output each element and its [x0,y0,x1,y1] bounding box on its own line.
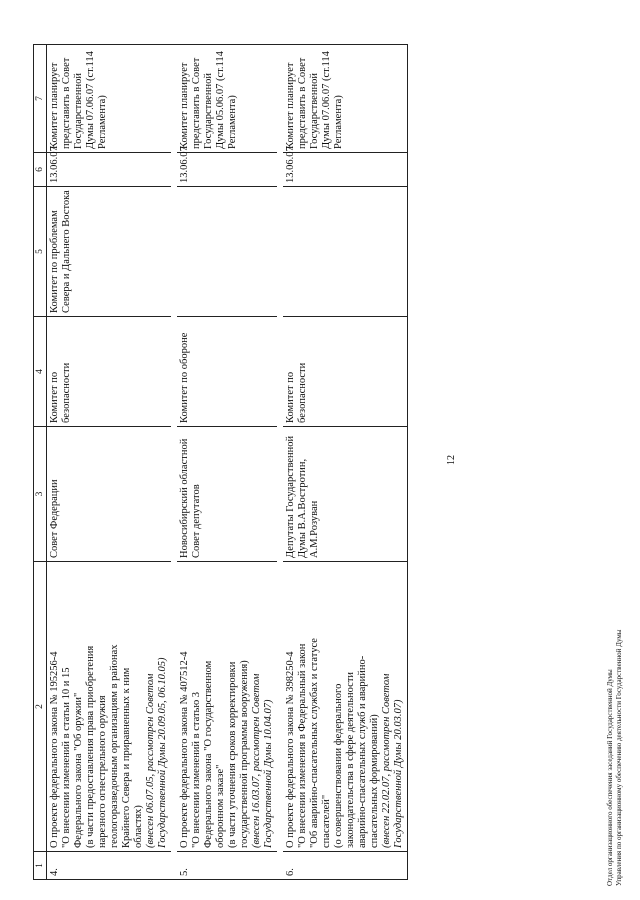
table-row [47,45,172,880]
column-header: 1 [34,852,47,880]
initiator: Совет Федерации [47,427,172,562]
initiator: Новосибирский областной Совет депутатов [177,427,277,562]
bill-line: "О внесении изменения в Федеральный закон [297,643,308,848]
plan-note: Комитет планирует представить в Совет Государственной Думы 07.06.07 (ст.114 Регламента) [47,45,172,153]
row-number: 5. [177,852,277,880]
bill-line: "О внесении изменений в статьи 10 и 15 [61,667,72,848]
bill-line: оборонном заказе" [215,764,226,848]
column-header: 6 [34,153,47,187]
bill-description [47,562,172,852]
bill-note: (внесен 16.03.07, рассмотрен Советом [251,673,262,848]
bill-line: О проекте федерального закона № 407512-4 [179,651,190,848]
initiator: Депутаты Государственной Думы В.А.Востротин, А.М.Розуван [283,427,408,562]
table-row [283,45,408,880]
bill-description [283,562,408,852]
column-header: 5 [34,187,47,317]
bill-note: (внесен 06.07.05, рассмотрен Советом [145,673,156,848]
bill-line: областях) [133,805,144,848]
responsible-committee: Комитет по безопасности [283,317,408,427]
row-number: 6. [283,852,408,880]
bill-line: государственной программы вооружения) [239,660,250,848]
co-committee [283,187,408,317]
co-committee: Комитет по проблемам Севера и Дальнего Востока [47,187,172,317]
bill-line: (о совершенствовании федерального [333,683,344,848]
column-header: 2 [34,562,47,852]
bills-table [33,44,408,880]
bill-line: (в части уточнения сроков корректировки [227,661,238,848]
column-header: 3 [34,427,47,562]
bill-line: О проекте федерального закона № 195256-4 [49,651,60,848]
date: 13.06.07 [47,153,172,187]
footer-line: Отдел организационного обеспечения заседаний Государственной Думы [606,669,614,886]
table-row [177,45,277,880]
co-committee [177,187,277,317]
page-number: 12 [446,455,457,465]
date: 13.06.07 [177,153,277,187]
responsible-committee: Комитет по безопасности [47,317,172,427]
column-header: 4 [34,317,47,427]
bill-line: Крайнего Севера и приравненных к ним [121,667,132,848]
footer [606,630,624,886]
plan-note: Комитет планирует представить в Совет Государственной Думы 07.06.07 (ст.114 Регламента) [283,45,408,153]
bill-note: Государственной Думы 10.04.07) [263,699,274,848]
date: 13.06.07 [283,153,408,187]
column-header: 7 [34,45,47,153]
bill-note: Государственной Думы 20.09.05, 06.10.05) [157,657,168,848]
bill-line: Федерального закона "О государственном [203,660,214,848]
bill-line: аварийно-спасательных служб и аварийно- [357,655,368,848]
bill-line: геологоразведочным организациям в районах [109,644,120,848]
footer-line: Управления по организационному обеспечению деятельности Государственной Думы [615,629,623,886]
bill-line: нарезного огнестрельного оружия [97,695,108,848]
bill-line: "Об аварийно-спасательных службах и статусе [309,638,320,848]
bill-line: "О внесении изменений в статью 3 [191,691,202,848]
bill-line: О проекте федерального закона № 398250-4 [285,651,296,848]
bill-line: Федерального закона "Об оружии" [73,692,84,848]
bill-line: спасательных формирований) [369,714,380,848]
bill-description [177,562,277,852]
responsible-committee: Комитет по обороне [177,317,277,427]
bill-line: спасателей" [321,794,332,848]
row-number: 4. [47,852,172,880]
header-row [34,45,47,880]
bill-note: Государственной Думы 20.03.07) [393,699,404,848]
plan-note: Комитет планирует представить в Совет Государственной Думы 05.06.07 (ст.114 Регламента) [177,45,277,153]
bill-line: (в части предоставления права приобретения [85,645,96,848]
bill-line: законодательства в сфере деятельности [345,671,356,848]
bill-note: (внесен 22.02.07, рассмотрен Советом [381,673,392,848]
